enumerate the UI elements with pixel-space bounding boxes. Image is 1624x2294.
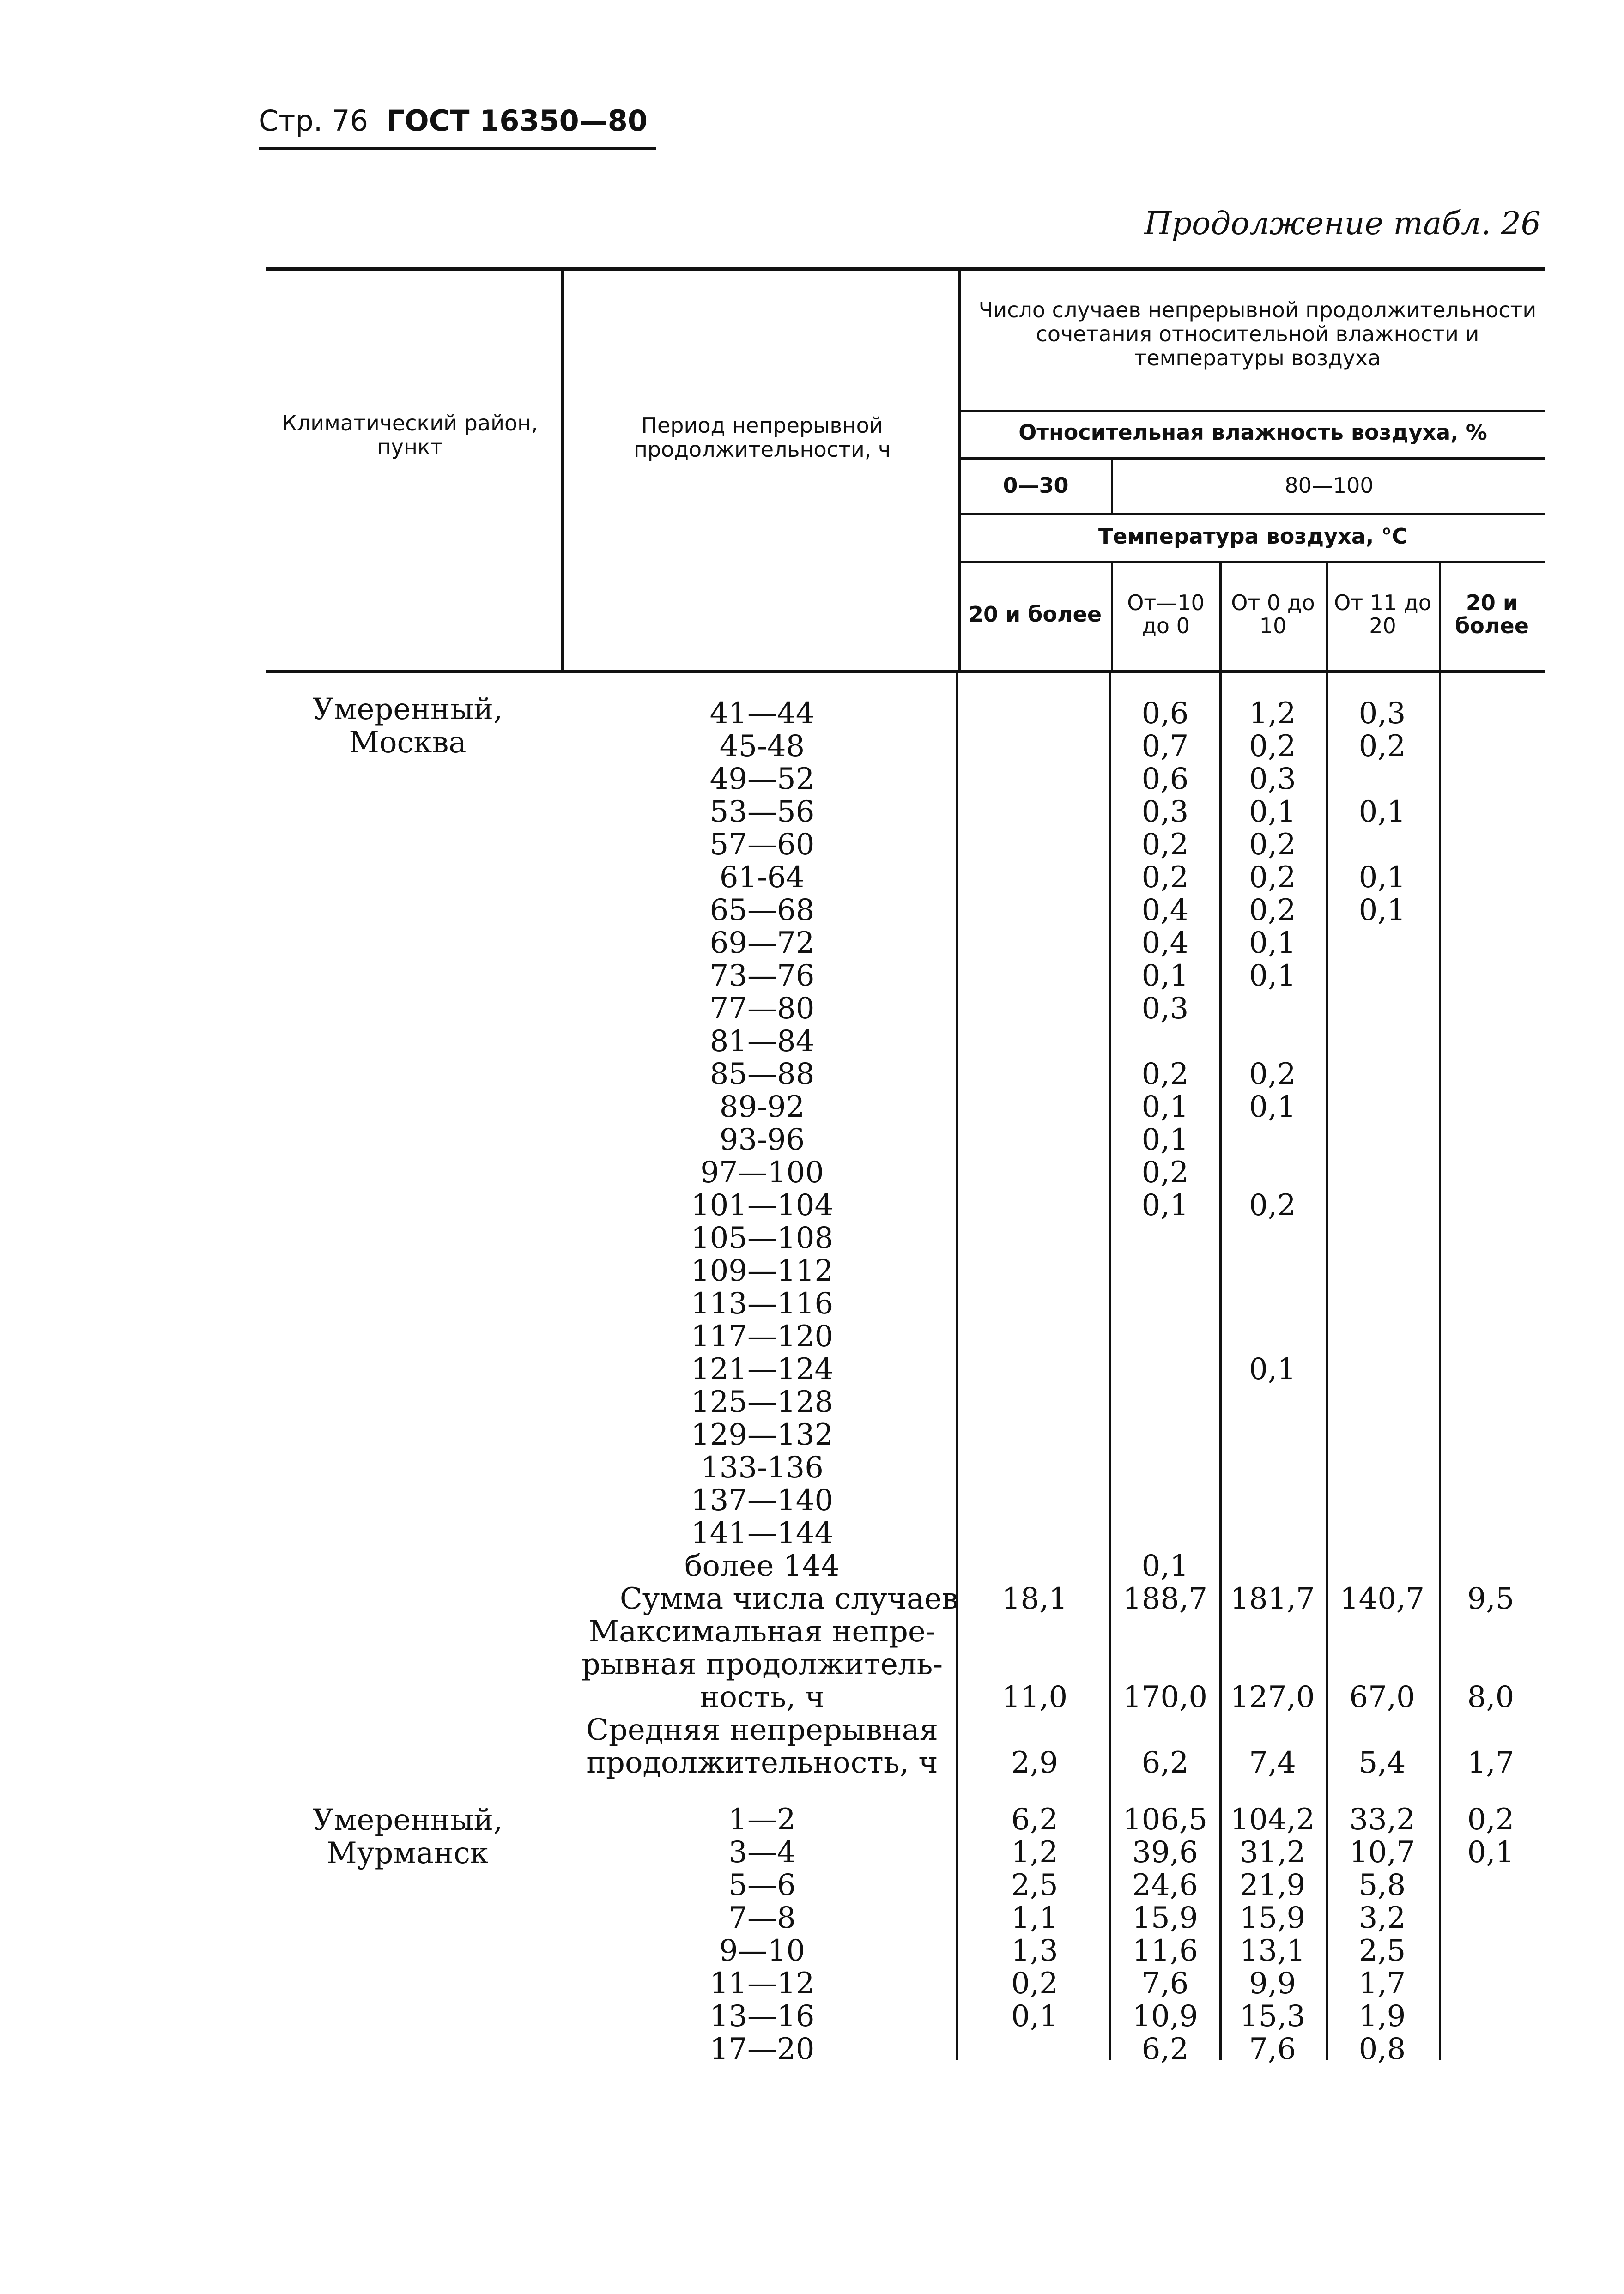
table-cell: 0,1	[1141, 1090, 1189, 1124]
period-label: 3—4	[728, 1835, 796, 1870]
period-label: 65—68	[709, 893, 815, 927]
period-label: 81—84	[709, 1024, 815, 1059]
table-cell: 0,1	[1141, 959, 1189, 993]
table-cell: 1,2	[1011, 1835, 1058, 1870]
table-cell: 0,3	[1249, 762, 1296, 796]
table-cell: 9,9	[1249, 1967, 1296, 2001]
table-cell: 21,9	[1239, 1868, 1306, 1902]
column-header-temperature: Температура воздуха, °С	[1098, 524, 1408, 549]
humidity-range-low: 0—30	[1003, 473, 1069, 498]
summary-avg-label: Средняя непрерывная	[586, 1713, 939, 1747]
period-label: 89-92	[719, 1090, 805, 1124]
table-cell: 0,8	[1358, 2032, 1406, 2066]
period-label: 133-136	[701, 1451, 824, 1485]
table-cell: 9,5	[1467, 1582, 1515, 1616]
table-top-rule	[266, 267, 1545, 271]
summary-max-label: Максимальная непре-	[588, 1615, 936, 1649]
table-cell: 0,2	[1141, 860, 1189, 895]
table-cell: 0,1	[1358, 860, 1406, 895]
column-header-humidity: Относительная влажность воздуха, %	[1018, 420, 1487, 445]
table-cell: 0,1	[1011, 1999, 1058, 2034]
table-cell: 7,6	[1141, 1967, 1189, 2001]
table-cell: 0,2	[1249, 828, 1296, 862]
table-cell: 0,3	[1358, 696, 1406, 731]
period-label: 105—108	[691, 1221, 834, 1255]
table-cell: 181,7	[1230, 1582, 1315, 1616]
table-cell: 0,1	[1141, 1188, 1189, 1223]
table-cell: 0,4	[1141, 893, 1189, 927]
period-label: 57—60	[709, 828, 815, 862]
summary-avg-label: продолжительность, ч	[586, 1746, 938, 1780]
table-cell: 15,9	[1239, 1901, 1306, 1935]
table-cell: 0,1	[1467, 1835, 1515, 1870]
header-rule	[259, 147, 656, 150]
table-cell: 31,2	[1239, 1835, 1306, 1870]
table-cell: 0,2	[1249, 860, 1296, 895]
table-cell: 7,4	[1249, 1746, 1296, 1780]
summary-max-label: рывная продолжитель-	[581, 1647, 943, 1682]
table-cell: 140,7	[1339, 1582, 1425, 1616]
period-label: 117—120	[691, 1320, 834, 1354]
period-label: 109—112	[691, 1254, 834, 1288]
temp-bin: 20 и более	[1455, 590, 1529, 638]
table-cell: 3,2	[1358, 1901, 1406, 1935]
rule-under-temperature	[958, 561, 1545, 563]
table-cell: 0,2	[1141, 828, 1189, 862]
table-cell: 1,3	[1011, 1934, 1058, 1968]
period-label: 53—56	[709, 795, 815, 829]
table-cell: 0,6	[1141, 696, 1189, 731]
table-cell: 13,1	[1239, 1934, 1306, 1968]
column-header-count-group: Число случаев непрерывной продолжительности сочетания относительной влажности и температуры воздуха	[978, 297, 1537, 370]
table-cell: 188,7	[1122, 1582, 1208, 1616]
table-cell: 10,7	[1349, 1835, 1415, 1870]
table-cell: 0,2	[1141, 1057, 1189, 1091]
table-cell: 0,6	[1141, 762, 1189, 796]
table-cell: 0,2	[1249, 1188, 1296, 1223]
table-cell: 0,2	[1467, 1803, 1515, 1837]
period-label: 9—10	[719, 1934, 806, 1968]
period-label: 129—132	[691, 1418, 834, 1452]
gost-number: ГОСТ 16350—80	[386, 104, 648, 138]
humidity-range-high: 80—100	[1285, 473, 1374, 498]
period-label: 113—116	[691, 1287, 834, 1321]
table-cell: 39,6	[1132, 1835, 1198, 1870]
period-label: 73—76	[709, 959, 815, 993]
table-cell: 15,3	[1239, 1999, 1306, 2034]
table-cell: 1,7	[1358, 1967, 1406, 2001]
temp-bin: От 11 до 20	[1334, 590, 1431, 638]
period-label: 69—72	[709, 926, 815, 960]
table-cell: 0,1	[1141, 1123, 1189, 1157]
column-header-period: Период непрерывной продолжительности, ч	[633, 413, 891, 462]
table-cell: 0,4	[1141, 926, 1189, 960]
period-label: 11—12	[709, 1967, 815, 2001]
table-cell: 0,2	[1249, 1057, 1296, 1091]
table-cell: 24,6	[1132, 1868, 1198, 1902]
rule-under-count-group	[958, 410, 1545, 412]
temp-bin: От 0 до 10	[1231, 590, 1315, 638]
page-header	[259, 104, 656, 138]
table-cell: 0,1	[1141, 1549, 1189, 1583]
period-label: 125—128	[691, 1385, 834, 1419]
period-label: 45-48	[719, 729, 805, 763]
vline-humidity-split	[1111, 460, 1113, 513]
table-cell: 0,3	[1141, 795, 1189, 829]
period-label: более 144	[685, 1549, 840, 1583]
region-murmansk: Умеренный, Мурманск	[312, 1803, 503, 1870]
table-cell: 6,2	[1141, 1746, 1189, 1780]
table-cell: 7,6	[1249, 2032, 1296, 2066]
table-cell: 2,5	[1358, 1934, 1406, 1968]
period-label: 7—8	[728, 1901, 796, 1935]
table-cell: 0,7	[1141, 729, 1189, 763]
table-cell: 18,1	[1001, 1582, 1068, 1616]
table-cell: 0,1	[1249, 795, 1296, 829]
table-cell: 0,2	[1011, 1967, 1058, 2001]
table-cell: 1,2	[1249, 696, 1296, 731]
table-cell: 2,5	[1011, 1868, 1058, 1902]
table-cell: 0,2	[1358, 729, 1406, 763]
table-cell: 0,1	[1358, 893, 1406, 927]
period-label: 5—6	[728, 1868, 796, 1902]
rule-under-humidity-ranges	[958, 513, 1545, 515]
vline-region	[561, 269, 564, 672]
table-cell: 15,9	[1132, 1901, 1198, 1935]
page-label: Стр. 76	[259, 104, 369, 138]
table-cell: 6,2	[1141, 2032, 1189, 2066]
table-cell: 6,2	[1011, 1803, 1058, 1837]
period-label: 49—52	[709, 762, 815, 796]
period-label: 137—140	[691, 1483, 834, 1518]
table-cell: 170,0	[1122, 1680, 1208, 1714]
table-cell: 0,2	[1249, 729, 1296, 763]
table-cell: 104,2	[1230, 1803, 1315, 1837]
period-label: 93-96	[719, 1123, 805, 1157]
period-label: 85—88	[709, 1057, 815, 1091]
table-cell: 10,9	[1132, 1999, 1198, 2034]
period-label: 61-64	[719, 860, 805, 895]
period-label: 101—104	[691, 1188, 834, 1223]
table-cell: 0,1	[1249, 926, 1296, 960]
table-cell: 1,1	[1011, 1901, 1058, 1935]
temp-bin: 20 и более	[968, 602, 1102, 627]
region-moscow: Умеренный, Москва	[312, 692, 503, 760]
table-cell: 5,8	[1358, 1868, 1406, 1902]
table-cell: 0,2	[1141, 1156, 1189, 1190]
table-cell: 127,0	[1230, 1680, 1315, 1714]
table-cell: 67,0	[1349, 1680, 1415, 1714]
table-cell: 0,3	[1141, 992, 1189, 1026]
table-cell: 1,9	[1358, 1999, 1406, 2034]
table-cell: 5,4	[1358, 1746, 1406, 1780]
table-cell: 1,7	[1467, 1746, 1515, 1780]
table-cell: 11,6	[1132, 1934, 1198, 1968]
table-cell: 11,0	[1001, 1680, 1068, 1714]
period-label: 121—124	[691, 1352, 834, 1386]
header-bottom-rule	[266, 670, 1545, 673]
summary-sum-label: Сумма числа случаев	[619, 1582, 958, 1616]
temp-bin: От—10 до 0	[1127, 590, 1205, 638]
table-cell: 0,2	[1249, 893, 1296, 927]
summary-max-label: ность, ч	[699, 1680, 825, 1714]
period-label: 41—44	[709, 696, 815, 731]
table-cell: 0,1	[1249, 959, 1296, 993]
rule-under-humidity	[958, 457, 1545, 460]
period-label: 141—144	[691, 1516, 834, 1550]
column-header-region: Климатический район, пункт	[282, 411, 538, 460]
table-cell: 8,0	[1467, 1680, 1515, 1714]
period-label: 77—80	[709, 992, 815, 1026]
table-cell: 0,1	[1249, 1090, 1296, 1124]
period-label: 97—100	[700, 1156, 824, 1190]
table-caption: Продолжение табл. 26	[1144, 206, 1541, 242]
period-label: 17—20	[709, 2032, 815, 2066]
table-cell: 33,2	[1349, 1803, 1415, 1837]
table-cell: 0,1	[1358, 795, 1406, 829]
table-cell: 106,5	[1122, 1803, 1208, 1837]
table-cell: 0,1	[1249, 1352, 1296, 1386]
period-label: 13—16	[709, 1999, 815, 2034]
period-label: 1—2	[728, 1803, 796, 1837]
table-cell: 2,9	[1011, 1746, 1058, 1780]
